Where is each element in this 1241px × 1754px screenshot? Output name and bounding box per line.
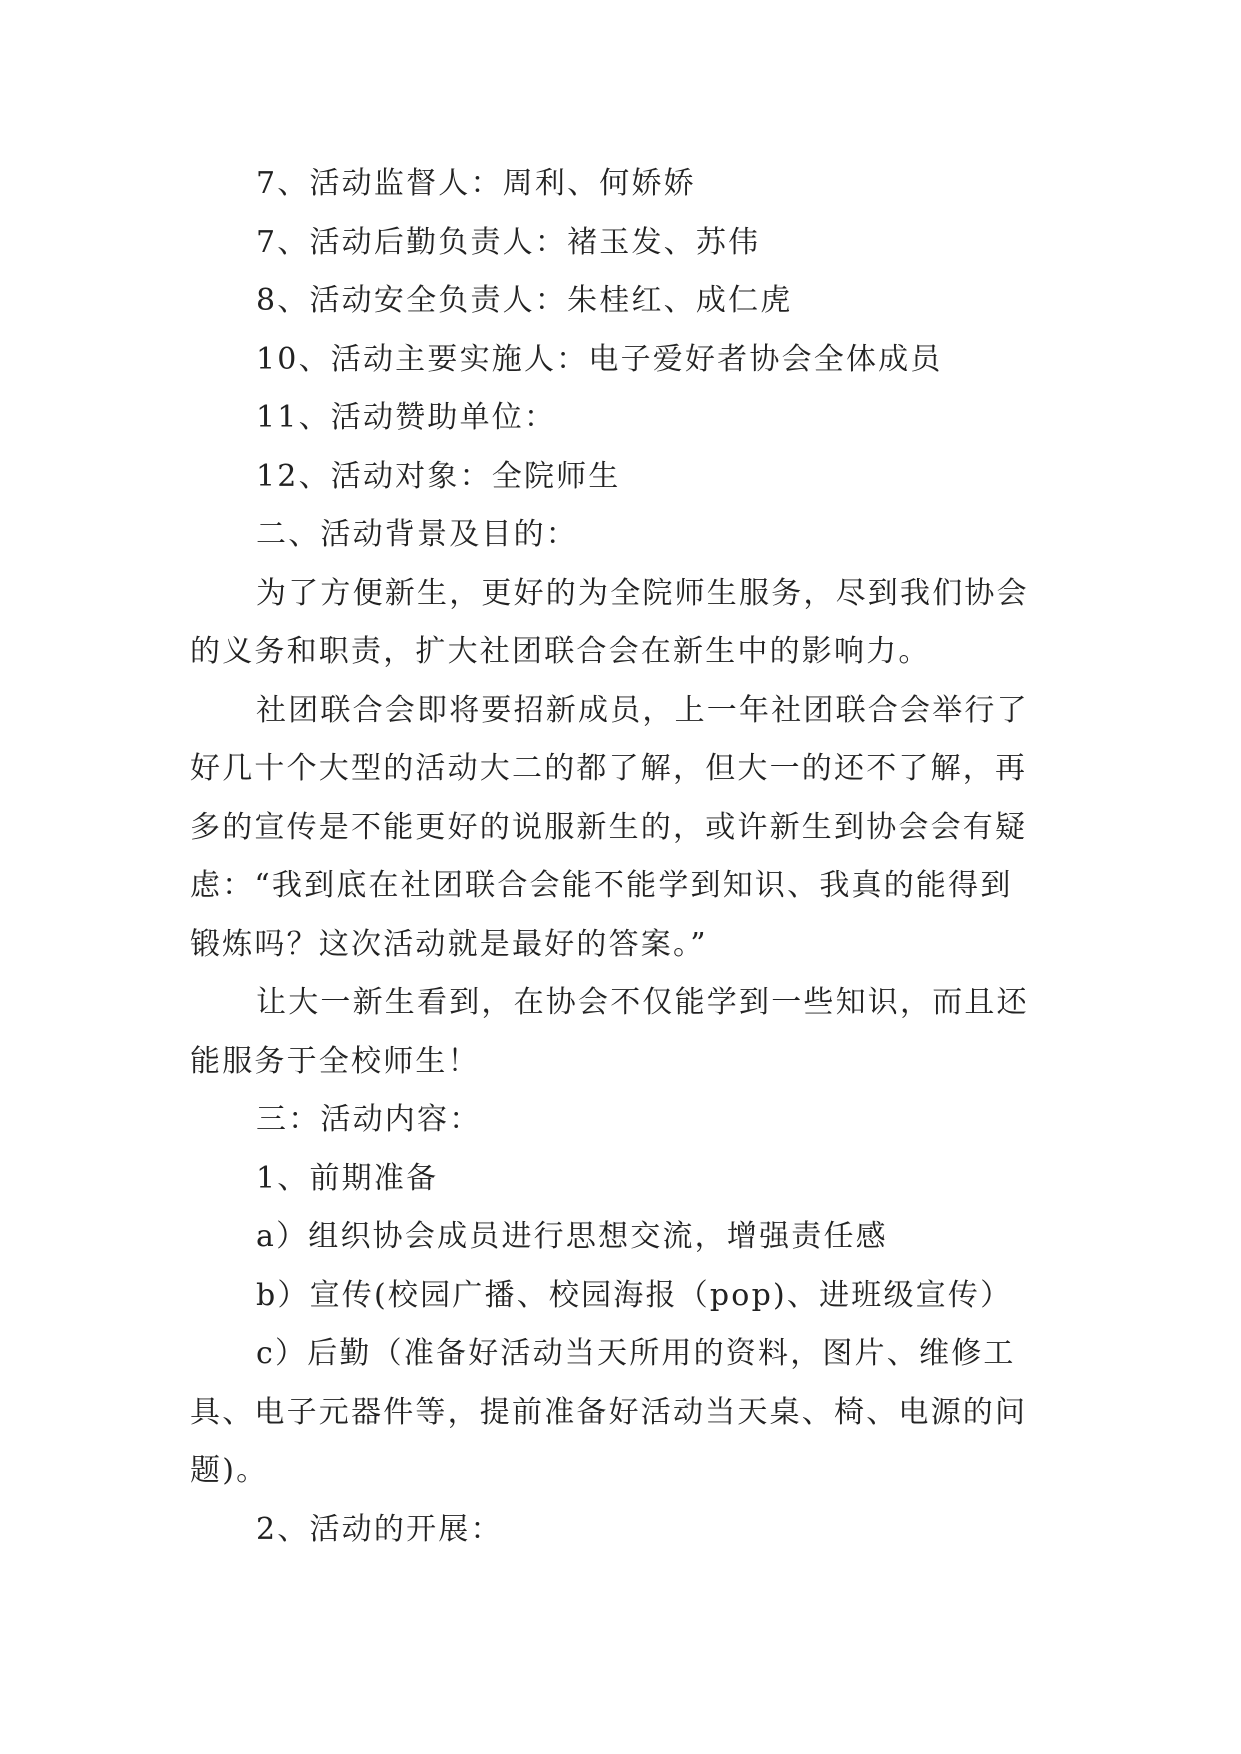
text-line-implementer: 10、活动主要实施人：电子爱好者协会全体成员 xyxy=(256,341,943,377)
paragraph-recruit-line-5: 锻炼吗？这次活动就是最好的答案。” xyxy=(190,926,708,962)
subheading-activity-launch: 2、活动的开展： xyxy=(256,1511,503,1547)
text-line-supervisor: 7、活动监督人：周利、何娇娇 xyxy=(256,166,696,201)
list-item-c-line-1: c）后勤（准备好活动当天所用的资料，图片、维修工 xyxy=(256,1336,1016,1371)
text-line-logistics: 7、活动后勤负责人：褚玉发、苏伟 xyxy=(256,224,761,260)
subheading-preparation: 1、前期准备 xyxy=(256,1160,439,1196)
list-item-a: a）组织协会成员进行思想交流，增强责任感 xyxy=(256,1219,888,1254)
paragraph-recruit-line-4: 虑：“我到底在社团联合会能不能学到知识、我真的能得到 xyxy=(190,868,1013,903)
paragraph-purpose-line-1: 为了方便新生，更好的为全院师生服务，尽到我们协会 xyxy=(256,575,1029,611)
paragraph-recruit-line-3: 多的宣传是不能更好的说服新生的，或许新生到协会会有疑 xyxy=(190,809,1028,845)
paragraph-freshmen-line-2: 能服务于全校师生！ xyxy=(190,1043,480,1079)
text-line-sponsor: 11、活动赞助单位： xyxy=(256,400,557,435)
text-line-safety: 8、活动安全负责人：朱桂红、成仁虎 xyxy=(256,283,793,318)
paragraph-recruit-line-2: 好几十个大型的活动大二的都了解，但大一的还不了解，再 xyxy=(190,751,1028,786)
list-item-c-line-2: 具、电子元器件等，提前准备好活动当天桌、椅、电源的问 xyxy=(190,1394,1028,1430)
document-body xyxy=(190,155,1055,1559)
paragraph-recruit-line-1: 社团联合会即将要招新成员，上一年社团联合会举行了 xyxy=(256,692,1029,728)
list-item-c-line-3: 题)。 xyxy=(190,1453,269,1488)
section-heading-background: 二、活动背景及目的： xyxy=(256,517,578,552)
text-line-audience: 12、活动对象：全院师生 xyxy=(256,458,621,494)
section-heading-content: 三：活动内容： xyxy=(256,1102,482,1137)
paragraph-freshmen-line-1: 让大一新生看到，在协会不仅能学到一些知识，而且还 xyxy=(256,985,1029,1020)
paragraph-purpose-line-2: 的义务和职责，扩大社团联合会在新生中的影响力。 xyxy=(190,634,931,669)
list-item-b: b）宣传(校园广播、校园海报（pop)、进班级宣传） xyxy=(256,1277,1013,1313)
